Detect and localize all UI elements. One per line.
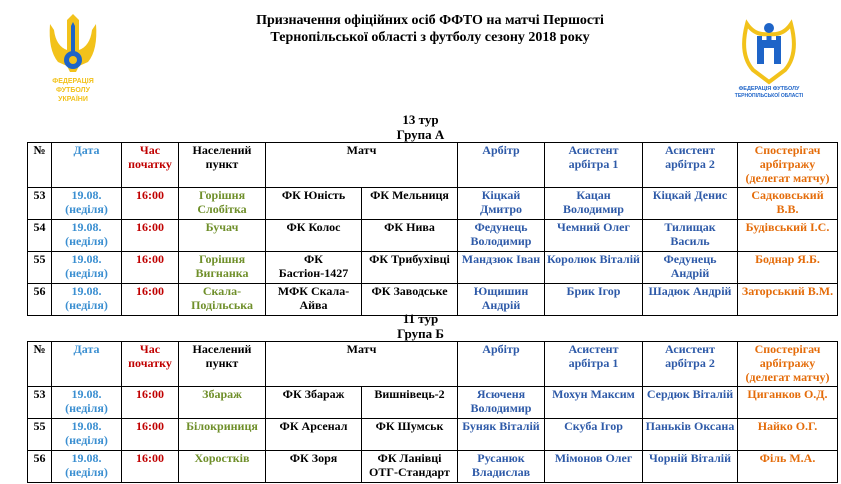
group-label-b: Група Б [397, 326, 444, 341]
match-place: Горішня Вигнанка [179, 252, 266, 284]
header-place: Населений пункт [179, 342, 266, 387]
assistant-1: Кацан Володимир [545, 188, 643, 220]
match-date: 19.08. (неділя) [52, 252, 122, 284]
observer: Боднар Я.Б. [738, 252, 838, 284]
header-referee: Арбітр [458, 143, 545, 188]
away-team: Вишнівець-2 [362, 387, 458, 419]
header-match: Матч [266, 143, 458, 188]
match-number: 53 [28, 387, 52, 419]
header-assistant-1: Асистент арбітра 1 [545, 342, 643, 387]
match-time: 16:00 [122, 419, 179, 451]
assistant-1: Чемний Олег [545, 220, 643, 252]
assistant-2: Паньків Оксана [643, 419, 738, 451]
assistant-2: Тилищак Василь [643, 220, 738, 252]
referee: Ющишин Андрій [458, 284, 545, 316]
match-place: Збараж [179, 387, 266, 419]
ffu-logo [36, 10, 110, 106]
home-team: ФК Збараж [266, 387, 362, 419]
match-time: 16:00 [122, 252, 179, 284]
assistant-2: Чорній Віталій [643, 451, 738, 483]
home-team: ФК Арсенал [266, 419, 362, 451]
schedule-table-a [27, 142, 838, 316]
header-observer: Спостерігач арбітражу (делегат матчу) [738, 342, 838, 387]
ffto-logo [733, 10, 805, 100]
match-date: 19.08. (неділя) [52, 419, 122, 451]
observer: Садковський В.В. [738, 188, 838, 220]
away-team: ФК Ланівці ОТГ-Стандарт [362, 451, 458, 483]
match-date: 19.08. (неділя) [52, 188, 122, 220]
header-place: Населений пункт [179, 143, 266, 188]
match-time: 16:00 [122, 220, 179, 252]
table-row [28, 188, 838, 220]
observer: Найко О.Г. [738, 419, 838, 451]
ffto-logo-text-2: ТЕРНОПІЛЬСЬКОЇ ОБЛАСТІ [734, 93, 804, 99]
home-team: ФК Бастіон-1427 [266, 252, 362, 284]
home-team: ФК Юність [266, 188, 362, 220]
referee: Буняк Віталій [458, 419, 545, 451]
header-date: Дата [52, 342, 122, 387]
ffu-logo-text-2: ФУТБОЛУ [56, 87, 90, 94]
assistant-2: Сердюк Віталій [643, 387, 738, 419]
header-observer: Спостерігач арбітражу (делегат матчу) [738, 143, 838, 188]
header-num: № [28, 143, 52, 188]
away-team: ФК Заводське [362, 284, 458, 316]
observer: Будівський І.С. [738, 220, 838, 252]
home-team: ФК Колос [266, 220, 362, 252]
ffu-logo-text-3: УКРАЇНИ [58, 96, 88, 103]
away-team: ФК Шумськ [362, 419, 458, 451]
assistant-2: Федунець Андрій [643, 252, 738, 284]
match-date: 19.08. (неділя) [52, 387, 122, 419]
header-referee: Арбітр [458, 342, 545, 387]
table-row [28, 220, 838, 252]
away-team: ФК Нива [362, 220, 458, 252]
match-time: 16:00 [122, 188, 179, 220]
match-number: 55 [28, 419, 52, 451]
match-number: 56 [28, 284, 52, 316]
match-place: Бучач [179, 220, 266, 252]
title-line-1: Призначення офіційних осіб ФФТО на матчі Першості [256, 13, 604, 28]
referee: Ясюченя Володимир [458, 387, 545, 419]
referee: Мандзюк Іван [458, 252, 545, 284]
match-date: 19.08. (неділя) [52, 451, 122, 483]
observer: Циганков О.Д. [738, 387, 838, 419]
match-place: Скала-Подільська [179, 284, 266, 316]
match-number: 56 [28, 451, 52, 483]
group-label-a: Група А [396, 127, 445, 142]
title-line-2: Тернопільської області з футболу сезону 2018 року [270, 30, 590, 45]
home-team: МФК Скала-Айва [266, 284, 362, 316]
match-place: Горішня Слобітка [179, 188, 266, 220]
ffu-logo-text-1: ФЕДЕРАЦІЯ [52, 78, 94, 85]
away-team: ФК Трибухівці [362, 252, 458, 284]
header-assistant-2: Асистент арбітра 2 [643, 342, 738, 387]
match-place: Хоростків [179, 451, 266, 483]
header-num: № [28, 342, 52, 387]
header-assistant-2: Асистент арбітра 2 [643, 143, 738, 188]
match-date: 19.08. (неділя) [52, 284, 122, 316]
assistant-1: Мімонов Олег [545, 451, 643, 483]
table-row [28, 451, 838, 483]
referee: Кіцкай Дмитро [458, 188, 545, 220]
observer: Філь М.А. [738, 451, 838, 483]
table-header-row [28, 342, 838, 387]
match-time: 16:00 [122, 387, 179, 419]
assistant-1: Королюк Віталій [545, 252, 643, 284]
away-team: ФК Мельниця [362, 188, 458, 220]
schedule-table-b [27, 341, 838, 483]
assistant-1: Скуба Ігор [545, 419, 643, 451]
round-label-b: 11 тур [402, 311, 439, 326]
match-time: 16:00 [122, 284, 179, 316]
match-date: 19.08. (неділя) [52, 220, 122, 252]
table-row [28, 252, 838, 284]
header-time: Час початку [122, 342, 179, 387]
match-number: 55 [28, 252, 52, 284]
match-number: 53 [28, 188, 52, 220]
match-number: 54 [28, 220, 52, 252]
assistant-1: Брик Ігор [545, 284, 643, 316]
ffto-logo-text-1: ФЕДЕРАЦІЯ ФУТБОЛУ [738, 86, 800, 92]
header-match: Матч [266, 342, 458, 387]
referee: Федунець Володимир [458, 220, 545, 252]
match-place: Білокриниця [179, 419, 266, 451]
assistant-2: Кіцкай Денис [643, 188, 738, 220]
header-assistant-1: Асистент арбітра 1 [545, 143, 643, 188]
table-row [28, 419, 838, 451]
match-time: 16:00 [122, 451, 179, 483]
document-title [150, 12, 710, 46]
assistant-1: Мохун Максим [545, 387, 643, 419]
table-header-row [28, 143, 838, 188]
assistant-2: Шадюк Андрій [643, 284, 738, 316]
observer: Заторський В.М. [738, 284, 838, 316]
referee: Русанюк Владислав [458, 451, 545, 483]
home-team: ФК Зоря [266, 451, 362, 483]
header-date: Дата [52, 143, 122, 188]
table-row [28, 387, 838, 419]
header-time: Час початку [122, 143, 179, 188]
round-label-a: 13 тур [402, 112, 439, 127]
